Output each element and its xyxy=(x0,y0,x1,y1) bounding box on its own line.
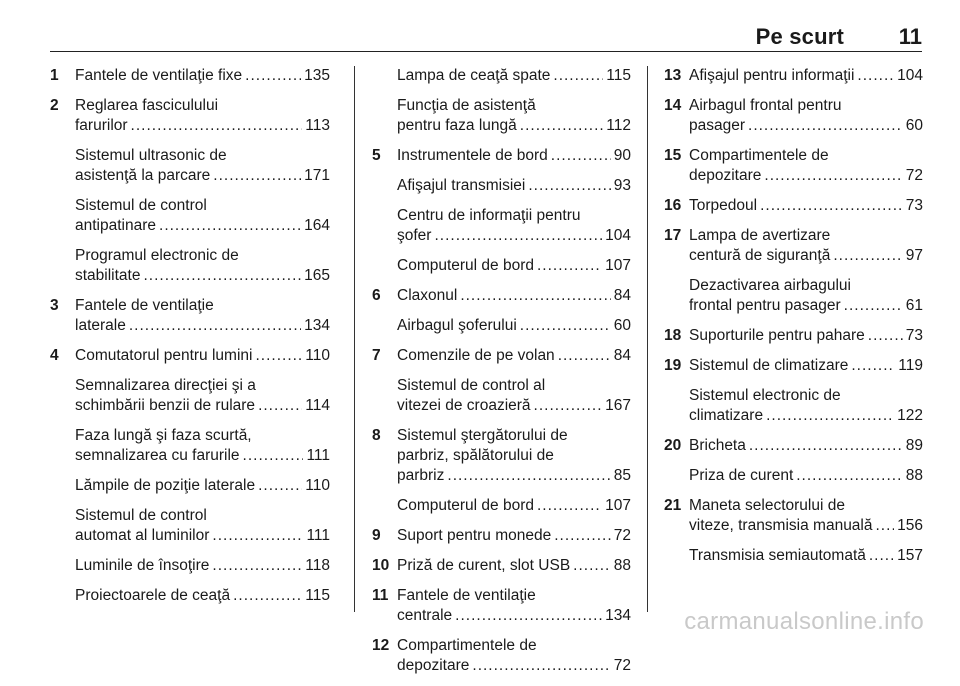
entry-text: Funcţia de asistenţă xyxy=(397,97,536,114)
entry-line xyxy=(397,556,631,576)
index-entry xyxy=(372,206,631,246)
page-reference: 88 xyxy=(905,467,923,484)
index-entry xyxy=(664,386,923,426)
page-reference: 73 xyxy=(905,197,923,214)
entry-text: Maneta selectorului de xyxy=(689,497,845,514)
dot-leader xyxy=(212,526,303,546)
item-number: 1 xyxy=(50,67,59,84)
index-entry xyxy=(50,376,330,416)
item-number: 4 xyxy=(50,347,59,364)
entry-line xyxy=(75,266,330,286)
entry-line xyxy=(689,466,923,486)
entry-text: Compartimentele de xyxy=(397,637,537,654)
entry-text: Sistemul de climatizare xyxy=(689,357,849,374)
index-column-2 xyxy=(372,66,631,686)
entry-text: Computerul de bord xyxy=(397,497,534,514)
dot-leader xyxy=(129,316,301,336)
entry-text: Sistemul de control xyxy=(75,507,207,524)
entry-line xyxy=(689,196,923,216)
entry-text: Bricheta xyxy=(689,437,746,454)
entry-line xyxy=(397,466,631,486)
entry-text: Claxonul xyxy=(397,287,458,304)
entry-text: Centru de informaţii pentru xyxy=(397,207,581,224)
index-entry xyxy=(372,286,631,306)
entry-line xyxy=(75,196,330,216)
entry-line xyxy=(75,166,330,186)
page-reference: 122 xyxy=(897,407,923,424)
index-entry xyxy=(50,146,330,186)
entry-line xyxy=(689,66,923,86)
entry-text: Afişajul transmisiei xyxy=(397,177,526,194)
index-entry xyxy=(664,326,923,346)
item-number: 3 xyxy=(50,297,59,314)
entry-line xyxy=(75,246,330,266)
entry-text: depozitare xyxy=(397,657,470,674)
page-reference: 72 xyxy=(613,657,631,674)
entry-text: farurilor xyxy=(75,117,128,134)
page-reference: 167 xyxy=(605,397,631,414)
index-entry xyxy=(372,526,631,546)
dot-leader xyxy=(851,356,895,376)
index-entry xyxy=(372,256,631,276)
entry-text: şofer xyxy=(397,227,432,244)
index-entry xyxy=(664,356,923,376)
entry-line xyxy=(689,496,923,516)
index-entry xyxy=(50,246,330,286)
entry-text: Luminile de însoţire xyxy=(75,557,210,574)
index-entry xyxy=(50,346,330,366)
entry-text: Sistemul de control xyxy=(75,197,207,214)
index-column-1 xyxy=(50,66,330,616)
entry-line xyxy=(397,66,631,86)
entry-text: Priza de curent xyxy=(689,467,794,484)
entry-text: Fantele de ventilaţie xyxy=(397,587,536,604)
entry-line xyxy=(397,146,631,166)
dot-leader xyxy=(534,396,603,416)
dot-leader xyxy=(760,196,903,216)
entry-text: Instrumentele de bord xyxy=(397,147,548,164)
item-number: 17 xyxy=(664,227,682,244)
entry-line xyxy=(75,66,330,86)
page-reference: 60 xyxy=(905,117,923,134)
index-entry xyxy=(664,546,923,566)
entry-line xyxy=(75,526,330,546)
item-number: 6 xyxy=(372,287,381,304)
entry-line xyxy=(75,216,330,236)
entry-text: semnalizarea cu farurile xyxy=(75,447,240,464)
entry-text: Comutatorul pentru lumini xyxy=(75,347,253,364)
entry-line xyxy=(75,586,330,606)
entry-line xyxy=(689,296,923,316)
entry-line xyxy=(689,276,923,296)
index-column-3 xyxy=(664,66,923,576)
page-reference: 165 xyxy=(304,267,330,284)
dot-leader xyxy=(766,406,894,426)
page-reference: 88 xyxy=(613,557,631,574)
item-number: 10 xyxy=(372,557,390,574)
entry-text: depozitare xyxy=(689,167,762,184)
index-entry xyxy=(372,426,631,486)
dot-leader xyxy=(472,656,610,676)
page-reference: 107 xyxy=(605,497,631,514)
entry-line xyxy=(75,396,330,416)
entry-line xyxy=(397,586,631,606)
entry-line xyxy=(689,246,923,266)
index-entry xyxy=(664,226,923,266)
index-entry xyxy=(664,276,923,316)
entry-text: Sistemul ştergătorului de xyxy=(397,427,568,444)
item-number: 5 xyxy=(372,147,381,164)
entry-text: schimbării benzii de rulare xyxy=(75,397,256,414)
dot-leader xyxy=(258,476,302,496)
dot-leader xyxy=(869,546,894,566)
item-number: 11 xyxy=(372,587,389,604)
entry-text: Computerul de bord xyxy=(397,257,534,274)
entry-line xyxy=(689,166,923,186)
index-entry xyxy=(50,426,330,466)
page-reference: 84 xyxy=(613,287,631,304)
index-entry xyxy=(664,496,923,536)
page-reference: 118 xyxy=(305,557,330,574)
entry-text: asistenţă la parcare xyxy=(75,167,211,184)
dot-leader xyxy=(857,66,894,86)
dot-leader xyxy=(213,166,301,186)
entry-line xyxy=(397,396,631,416)
entry-line xyxy=(689,546,923,566)
index-entry xyxy=(372,556,631,576)
entry-line xyxy=(689,436,923,456)
index-entry xyxy=(50,476,330,496)
index-entry xyxy=(664,96,923,136)
entry-line xyxy=(75,296,330,316)
dot-leader xyxy=(833,246,902,266)
item-number: 13 xyxy=(664,67,682,84)
item-number: 12 xyxy=(372,637,390,654)
dot-leader xyxy=(212,556,302,576)
page-reference: 93 xyxy=(613,177,631,194)
index-entry xyxy=(664,466,923,486)
entry-line xyxy=(397,116,631,136)
item-number: 14 xyxy=(664,97,682,114)
entry-line xyxy=(689,406,923,426)
item-number: 8 xyxy=(372,427,381,444)
page-reference: 135 xyxy=(304,67,330,84)
dot-leader xyxy=(434,226,602,246)
item-number: 19 xyxy=(664,357,682,374)
entry-text: Suport pentru monede xyxy=(397,527,552,544)
entry-text: centură de siguranţă xyxy=(689,247,831,264)
dot-leader xyxy=(537,256,602,276)
entry-line xyxy=(397,206,631,226)
page-reference: 61 xyxy=(905,297,923,314)
entry-text: Torpedoul xyxy=(689,197,758,214)
item-number: 15 xyxy=(664,147,682,164)
item-number: 18 xyxy=(664,327,682,344)
index-entry xyxy=(372,66,631,86)
page-reference: 134 xyxy=(304,317,330,334)
entry-text: Sistemul de control al xyxy=(397,377,546,394)
dot-leader xyxy=(233,586,302,606)
page-reference: 111 xyxy=(306,447,330,464)
entry-line xyxy=(397,496,631,516)
item-number: 2 xyxy=(50,97,59,114)
entry-line xyxy=(75,346,330,366)
entry-text: parbriz, spălătorului de xyxy=(397,447,554,464)
column-divider xyxy=(354,66,355,612)
entry-text: Priză de curent, slot USB xyxy=(397,557,571,574)
entry-text: automat al luminilor xyxy=(75,527,210,544)
page-reference: 104 xyxy=(897,67,923,84)
entry-text: Transmisia semiautomată xyxy=(689,547,866,564)
page-reference: 89 xyxy=(905,437,923,454)
index-entry xyxy=(50,586,330,606)
entry-line xyxy=(689,116,923,136)
item-number: 7 xyxy=(372,347,381,364)
index-entry xyxy=(664,66,923,86)
page-reference: 90 xyxy=(613,147,631,164)
entry-text: Faza lungă şi faza scurtă, xyxy=(75,427,252,444)
page-reference: 72 xyxy=(905,167,923,184)
entry-line xyxy=(689,356,923,376)
dot-leader xyxy=(749,436,903,456)
page-reference: 171 xyxy=(304,167,330,184)
page-reference: 84 xyxy=(613,347,631,364)
column-divider xyxy=(647,66,648,612)
dot-leader xyxy=(537,496,602,516)
entry-line xyxy=(75,146,330,166)
entry-text: Airbagul frontal pentru xyxy=(689,97,842,114)
entry-line xyxy=(75,476,330,496)
dot-leader xyxy=(748,116,903,136)
index-entry xyxy=(50,196,330,236)
entry-text: Afişajul pentru informaţii xyxy=(689,67,855,84)
item-number: 21 xyxy=(664,497,682,514)
index-entry xyxy=(50,296,330,336)
page-number: 11 xyxy=(898,24,922,49)
entry-line xyxy=(689,96,923,116)
entry-text: Lampa de ceaţă spate xyxy=(397,67,551,84)
page-reference: 73 xyxy=(905,327,923,344)
page-reference: 164 xyxy=(304,217,330,234)
page-reference: 110 xyxy=(305,347,330,364)
entry-line xyxy=(75,446,330,466)
entry-line xyxy=(689,386,923,406)
dot-leader xyxy=(447,466,610,486)
dot-leader xyxy=(520,116,603,136)
entry-line xyxy=(397,346,631,366)
entry-text: centrale xyxy=(397,607,453,624)
entry-text: pentru faza lungă xyxy=(397,117,517,134)
page-reference: 156 xyxy=(897,517,923,534)
page-header xyxy=(50,0,922,52)
dot-leader xyxy=(258,396,302,416)
page-reference: 113 xyxy=(305,117,330,134)
dot-leader xyxy=(460,286,610,306)
page-reference: 60 xyxy=(613,317,631,334)
entry-line xyxy=(397,226,631,246)
entry-line xyxy=(689,226,923,246)
entry-text: frontal pentru pasager xyxy=(689,297,841,314)
entry-text: Dezactivarea airbagului xyxy=(689,277,851,294)
entry-text: antipatinare xyxy=(75,217,157,234)
dot-leader xyxy=(553,66,603,86)
entry-line xyxy=(397,256,631,276)
item-number: 16 xyxy=(664,197,682,214)
index-entry xyxy=(50,506,330,546)
entry-line xyxy=(75,316,330,336)
dot-leader xyxy=(255,346,302,366)
entry-line xyxy=(397,446,631,466)
dot-leader xyxy=(554,526,611,546)
entry-text: pasager xyxy=(689,117,746,134)
entry-text: Airbagul şoferului xyxy=(397,317,517,334)
entry-line xyxy=(397,316,631,336)
entry-text: Lampa de avertizare xyxy=(689,227,831,244)
page-reference: 85 xyxy=(613,467,631,484)
dot-leader xyxy=(455,606,602,626)
entry-text: parbriz xyxy=(397,467,445,484)
dot-leader xyxy=(764,166,902,186)
page-title: Pe scurt xyxy=(755,24,844,49)
entry-text: climatizare xyxy=(689,407,764,424)
index-entry xyxy=(372,636,631,676)
entry-line xyxy=(75,426,330,446)
page-reference: 115 xyxy=(305,587,330,604)
entry-text: Semnalizarea direcţiei şi a xyxy=(75,377,256,394)
dot-leader xyxy=(796,466,903,486)
index-entry xyxy=(372,586,631,626)
entry-line xyxy=(75,506,330,526)
entry-line xyxy=(75,376,330,396)
page-reference: 119 xyxy=(898,357,923,374)
entry-line xyxy=(397,426,631,446)
entry-text: Reglarea fasciculului xyxy=(75,97,219,114)
dot-leader xyxy=(520,316,611,336)
entry-text: Suporturile pentru pahare xyxy=(689,327,865,344)
index-entry xyxy=(372,376,631,416)
index-entry xyxy=(372,316,631,336)
page-reference: 107 xyxy=(605,257,631,274)
entry-text: Proiectoarele de ceaţă xyxy=(75,587,231,604)
index-entry xyxy=(50,556,330,576)
page-reference: 111 xyxy=(306,527,330,544)
page-reference: 115 xyxy=(606,67,631,84)
entry-line xyxy=(689,146,923,166)
page-reference: 97 xyxy=(905,247,923,264)
dot-leader xyxy=(528,176,610,196)
entry-line xyxy=(397,636,631,656)
index-entry xyxy=(50,96,330,136)
index-entry xyxy=(372,496,631,516)
index-entry xyxy=(50,66,330,86)
dot-leader xyxy=(243,446,304,466)
entry-line xyxy=(689,516,923,536)
index-entry xyxy=(664,196,923,216)
entry-line xyxy=(397,96,631,116)
entry-line xyxy=(397,656,631,676)
entry-text: Sistemul electronic de xyxy=(689,387,841,404)
entry-text: Programul electronic de xyxy=(75,247,239,264)
entry-text: Lămpile de poziţie laterale xyxy=(75,477,256,494)
index-entry xyxy=(372,146,631,166)
dot-leader xyxy=(573,556,611,576)
dot-leader xyxy=(558,346,611,366)
entry-line xyxy=(75,96,330,116)
index-entry xyxy=(664,146,923,186)
entry-text: Fantele de ventilaţie fixe xyxy=(75,67,243,84)
index-entry xyxy=(664,436,923,456)
dot-leader xyxy=(143,266,301,286)
page-reference: 72 xyxy=(613,527,631,544)
dot-leader xyxy=(159,216,301,236)
entry-text: vitezei de croazieră xyxy=(397,397,531,414)
entry-line xyxy=(689,326,923,346)
index-entry xyxy=(372,346,631,366)
index-entry xyxy=(372,96,631,136)
item-number: 20 xyxy=(664,437,682,454)
dot-leader xyxy=(245,66,301,86)
page-reference: 104 xyxy=(605,227,631,244)
page-reference: 114 xyxy=(305,397,330,414)
dot-leader xyxy=(844,296,903,316)
entry-line xyxy=(75,556,330,576)
entry-line xyxy=(397,376,631,396)
watermark: carmanualsonline.info xyxy=(684,608,924,635)
entry-text: Fantele de ventilaţie xyxy=(75,297,214,314)
entry-line xyxy=(397,606,631,626)
page-reference: 112 xyxy=(606,117,631,134)
index-entry xyxy=(372,176,631,196)
entry-line xyxy=(75,116,330,136)
entry-text: Comenzile de pe volan xyxy=(397,347,555,364)
dot-leader xyxy=(868,326,903,346)
dot-leader xyxy=(876,516,895,536)
entry-text: stabilitate xyxy=(75,267,141,284)
page-reference: 110 xyxy=(305,477,330,494)
item-number: 9 xyxy=(372,527,381,544)
page-reference: 134 xyxy=(605,607,631,624)
dot-leader xyxy=(131,116,303,136)
entry-text: Sistemul ultrasonic de xyxy=(75,147,227,164)
entry-line xyxy=(397,176,631,196)
entry-line xyxy=(397,286,631,306)
dot-leader xyxy=(551,146,611,166)
entry-text: viteze, transmisia manuală xyxy=(689,517,873,534)
page-reference: 157 xyxy=(897,547,923,564)
entry-text: laterale xyxy=(75,317,126,334)
entry-line xyxy=(397,526,631,546)
entry-text: Compartimentele de xyxy=(689,147,829,164)
